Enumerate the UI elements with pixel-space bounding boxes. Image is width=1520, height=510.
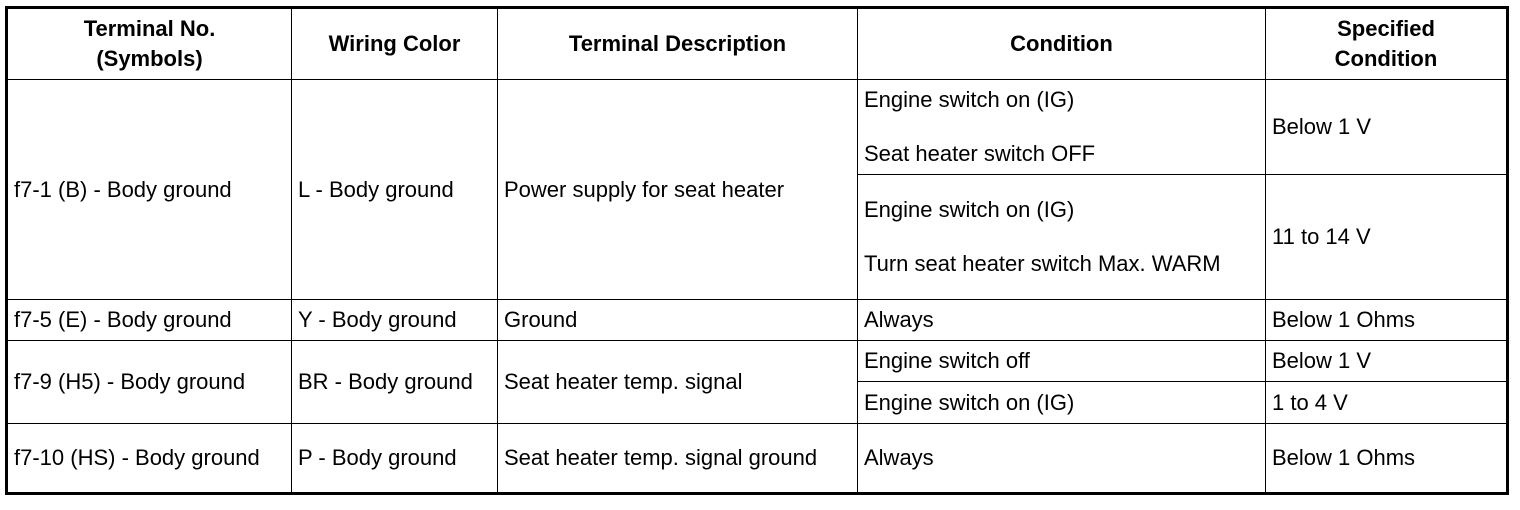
condition-line2: Turn seat heater switch Max. WARM: [864, 251, 1221, 276]
wiring-color-cell: BR - Body ground: [292, 341, 498, 424]
table-row: [7, 80, 1508, 175]
spec-cell: Below 1 V: [1266, 80, 1508, 175]
condition-cell: Engine switch on (IG): [858, 382, 1266, 424]
wiring-color-cell: L - Body ground: [292, 80, 498, 300]
condition-cell: Engine switch off: [858, 341, 1266, 382]
condition-cell: Always: [858, 424, 1266, 494]
terminal-cell: f7-9 (H5) - Body ground: [7, 341, 292, 424]
condition-line2: Seat heater switch OFF: [864, 141, 1096, 166]
terminal-cell: f7-5 (E) - Body ground: [7, 300, 292, 341]
header-specified-line2: Condition: [1334, 46, 1438, 71]
header-specified-condition: [1266, 8, 1508, 80]
terminal-spec-table: [5, 6, 1509, 495]
description-cell: Power supply for seat heater: [498, 80, 858, 300]
spec-cell: Below 1 Ohms: [1266, 424, 1508, 494]
description-cell: Seat heater temp. signal ground: [498, 424, 858, 494]
spec-cell: Below 1 V: [1266, 341, 1508, 382]
table-row: [7, 341, 1508, 382]
condition-line1: Engine switch on (IG): [864, 197, 1075, 222]
header-terminal-line2: (Symbols): [96, 46, 203, 71]
description-cell: Seat heater temp. signal: [498, 341, 858, 424]
header-terminal-line1: Terminal No.: [83, 16, 216, 41]
header-row: [7, 8, 1508, 80]
header-condition: Condition: [858, 8, 1266, 80]
condition-cell: Always: [858, 300, 1266, 341]
header-terminal-no: [7, 8, 292, 80]
condition-spacer: [864, 225, 1259, 249]
wiring-color-cell: P - Body ground: [292, 424, 498, 494]
table-row: [7, 424, 1508, 494]
table-row: [7, 300, 1508, 341]
terminal-cell: f7-1 (B) - Body ground: [7, 80, 292, 300]
terminal-cell: f7-10 (HS) - Body ground: [7, 424, 292, 494]
condition-line1: Engine switch on (IG): [864, 87, 1075, 112]
condition-cell: [858, 175, 1266, 300]
description-cell: Ground: [498, 300, 858, 341]
spec-cell: 1 to 4 V: [1266, 382, 1508, 424]
wiring-color-cell: Y - Body ground: [292, 300, 498, 341]
condition-spacer: [864, 115, 1259, 139]
spec-cell: 11 to 14 V: [1266, 175, 1508, 300]
spec-cell: Below 1 Ohms: [1266, 300, 1508, 341]
header-terminal-description: Terminal Description: [498, 8, 858, 80]
header-wiring-color: Wiring Color: [292, 8, 498, 80]
header-specified-line1: Specified: [1337, 16, 1435, 41]
condition-cell: [858, 80, 1266, 175]
